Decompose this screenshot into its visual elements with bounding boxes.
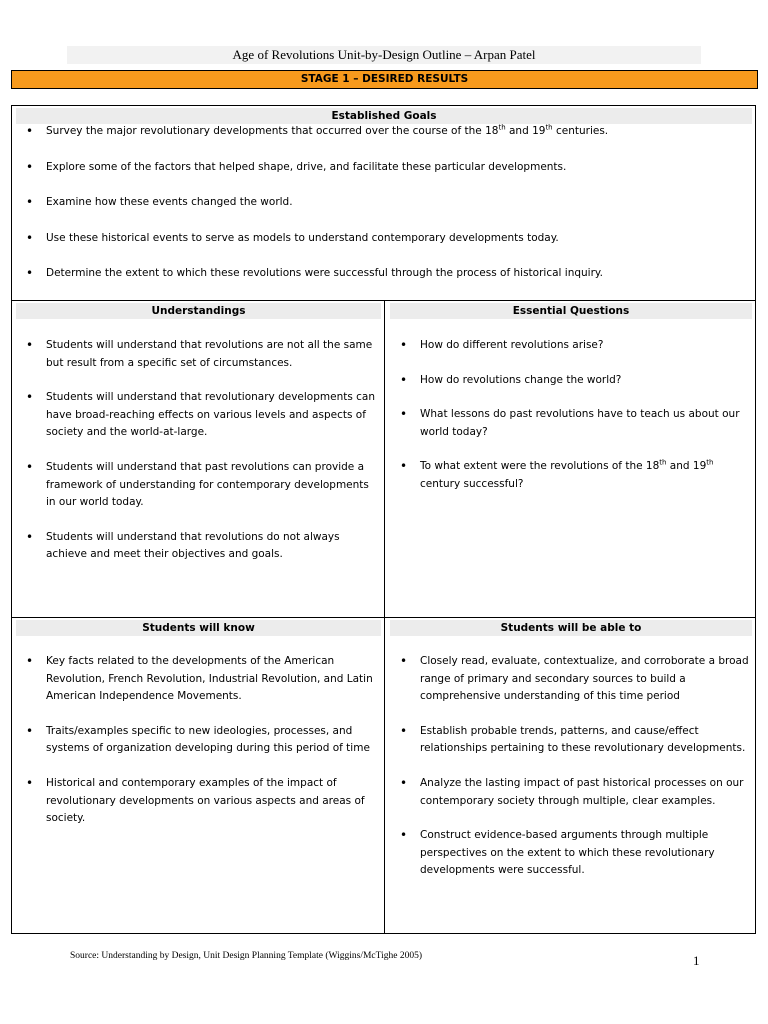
list-item: • Construct evidence-based arguments through multiple perspectives on the extent to which these revolutionary developments were successful.: [400, 828, 715, 877]
bullet-icon: •: [400, 828, 408, 843]
list-item: • To what extent were the revolutions of the 18th and 19th century successful?: [400, 458, 714, 490]
established-goals-heading: Established Goals: [16, 108, 752, 124]
bullet-icon: •: [26, 390, 34, 405]
bullet-icon: •: [400, 775, 408, 790]
list-item: • Students will understand that past revolutions can provide a framework of understanding for contemporary developments in our world today.: [26, 459, 369, 509]
list-item: • Explore some of the factors that helped shape, drive, and facilitate these particular developments.: [16, 159, 746, 177]
students-able-to-list: [390, 653, 752, 880]
knowledge-skills-section: [11, 617, 756, 934]
list-item: • Use these historical events to serve as models to understand contemporary developments today.: [16, 230, 746, 248]
column-divider: [384, 618, 385, 933]
list-item: • Examine how these events changed the world.: [16, 194, 746, 212]
bullet-icon: •: [26, 266, 34, 281]
understandings-heading: Understandings: [16, 303, 381, 319]
students-able-to-heading: Students will be able to: [390, 620, 752, 636]
students-will-know-list: [16, 653, 381, 828]
column-divider: [384, 301, 385, 617]
bullet-icon: •: [26, 775, 34, 790]
bullet-icon: •: [400, 338, 408, 352]
list-item: • Historical and contemporary examples of the impact of revolutionary developments on various aspects and areas of society.: [26, 775, 365, 825]
list-item: • Students will understand that revolutions are not all the same but result from a specific set of circumstances.: [26, 338, 373, 369]
list-item: • Closely read, evaluate, contextualize, and corroborate a broad range of primary and secondary sources to build a comprehensive understanding of this time period: [400, 654, 749, 703]
understandings-questions-section: [11, 300, 756, 618]
list-item: • Establish probable trends, patterns, and cause/effect relationships pertaining to these revolutionary developments.: [400, 723, 746, 755]
goals-list: [16, 123, 746, 283]
list-item: • How do different revolutions arise?: [390, 337, 752, 355]
bullet-icon: •: [400, 654, 408, 668]
bullet-icon: •: [26, 459, 34, 474]
essential-questions-list: [390, 337, 752, 494]
list-item: • Traits/examples specific to new ideologies, processes, and systems of organization developing during this period of time: [26, 723, 370, 755]
bullet-icon: •: [400, 723, 408, 738]
established-goals-section: [11, 105, 756, 301]
bullet-icon: •: [26, 230, 34, 245]
list-item: • Analyze the lasting impact of past historical processes on our contemporary society through multiple, clear examples.: [400, 775, 744, 807]
source-citation: Source: Understanding by Design, Unit Design Planning Template (Wiggins/McTighe 2005): [70, 951, 423, 961]
page-number: 1: [693, 953, 700, 968]
bullet-icon: •: [26, 654, 34, 668]
bullet-icon: •: [26, 529, 34, 544]
bullet-icon: •: [26, 195, 34, 210]
understandings-list: [16, 337, 381, 564]
bullet-icon: •: [26, 338, 34, 352]
bullet-icon: •: [26, 159, 34, 174]
list-item: • How do revolutions change the world?: [390, 372, 752, 390]
list-item: • Students will understand that revolutionary developments can have broad-reaching effects on various levels and aspects of society and the world-at-large.: [26, 390, 376, 439]
students-will-know-heading: Students will know: [16, 620, 381, 636]
bullet-icon: •: [400, 459, 408, 474]
bullet-icon: •: [26, 723, 34, 738]
bullet-icon: •: [400, 407, 408, 422]
list-item: • Survey the major revolutionary developments that occurred over the course of the 18th and 19th centuries.: [16, 123, 746, 141]
document-title: Age of Revolutions Unit-by-Design Outline – Arpan Patel: [67, 46, 701, 64]
list-item: • What lessons do past revolutions have to teach us about our world today?: [400, 407, 740, 438]
list-item: • Key facts related to the developments of the American Revolution, French Revolution, Industrial Revolution, and Latin American Independence Movements.: [26, 654, 373, 703]
bullet-icon: •: [400, 372, 408, 387]
bullet-icon: •: [26, 124, 34, 138]
list-item: • Students will understand that revolutions do not always achieve and meet their objectives and goals.: [26, 529, 340, 561]
list-item: • Determine the extent to which these revolutions were successful through the process of historical inquiry.: [16, 265, 746, 283]
essential-questions-heading: Essential Questions: [390, 303, 752, 319]
stage-banner: STAGE 1 – DESIRED RESULTS: [11, 70, 758, 89]
